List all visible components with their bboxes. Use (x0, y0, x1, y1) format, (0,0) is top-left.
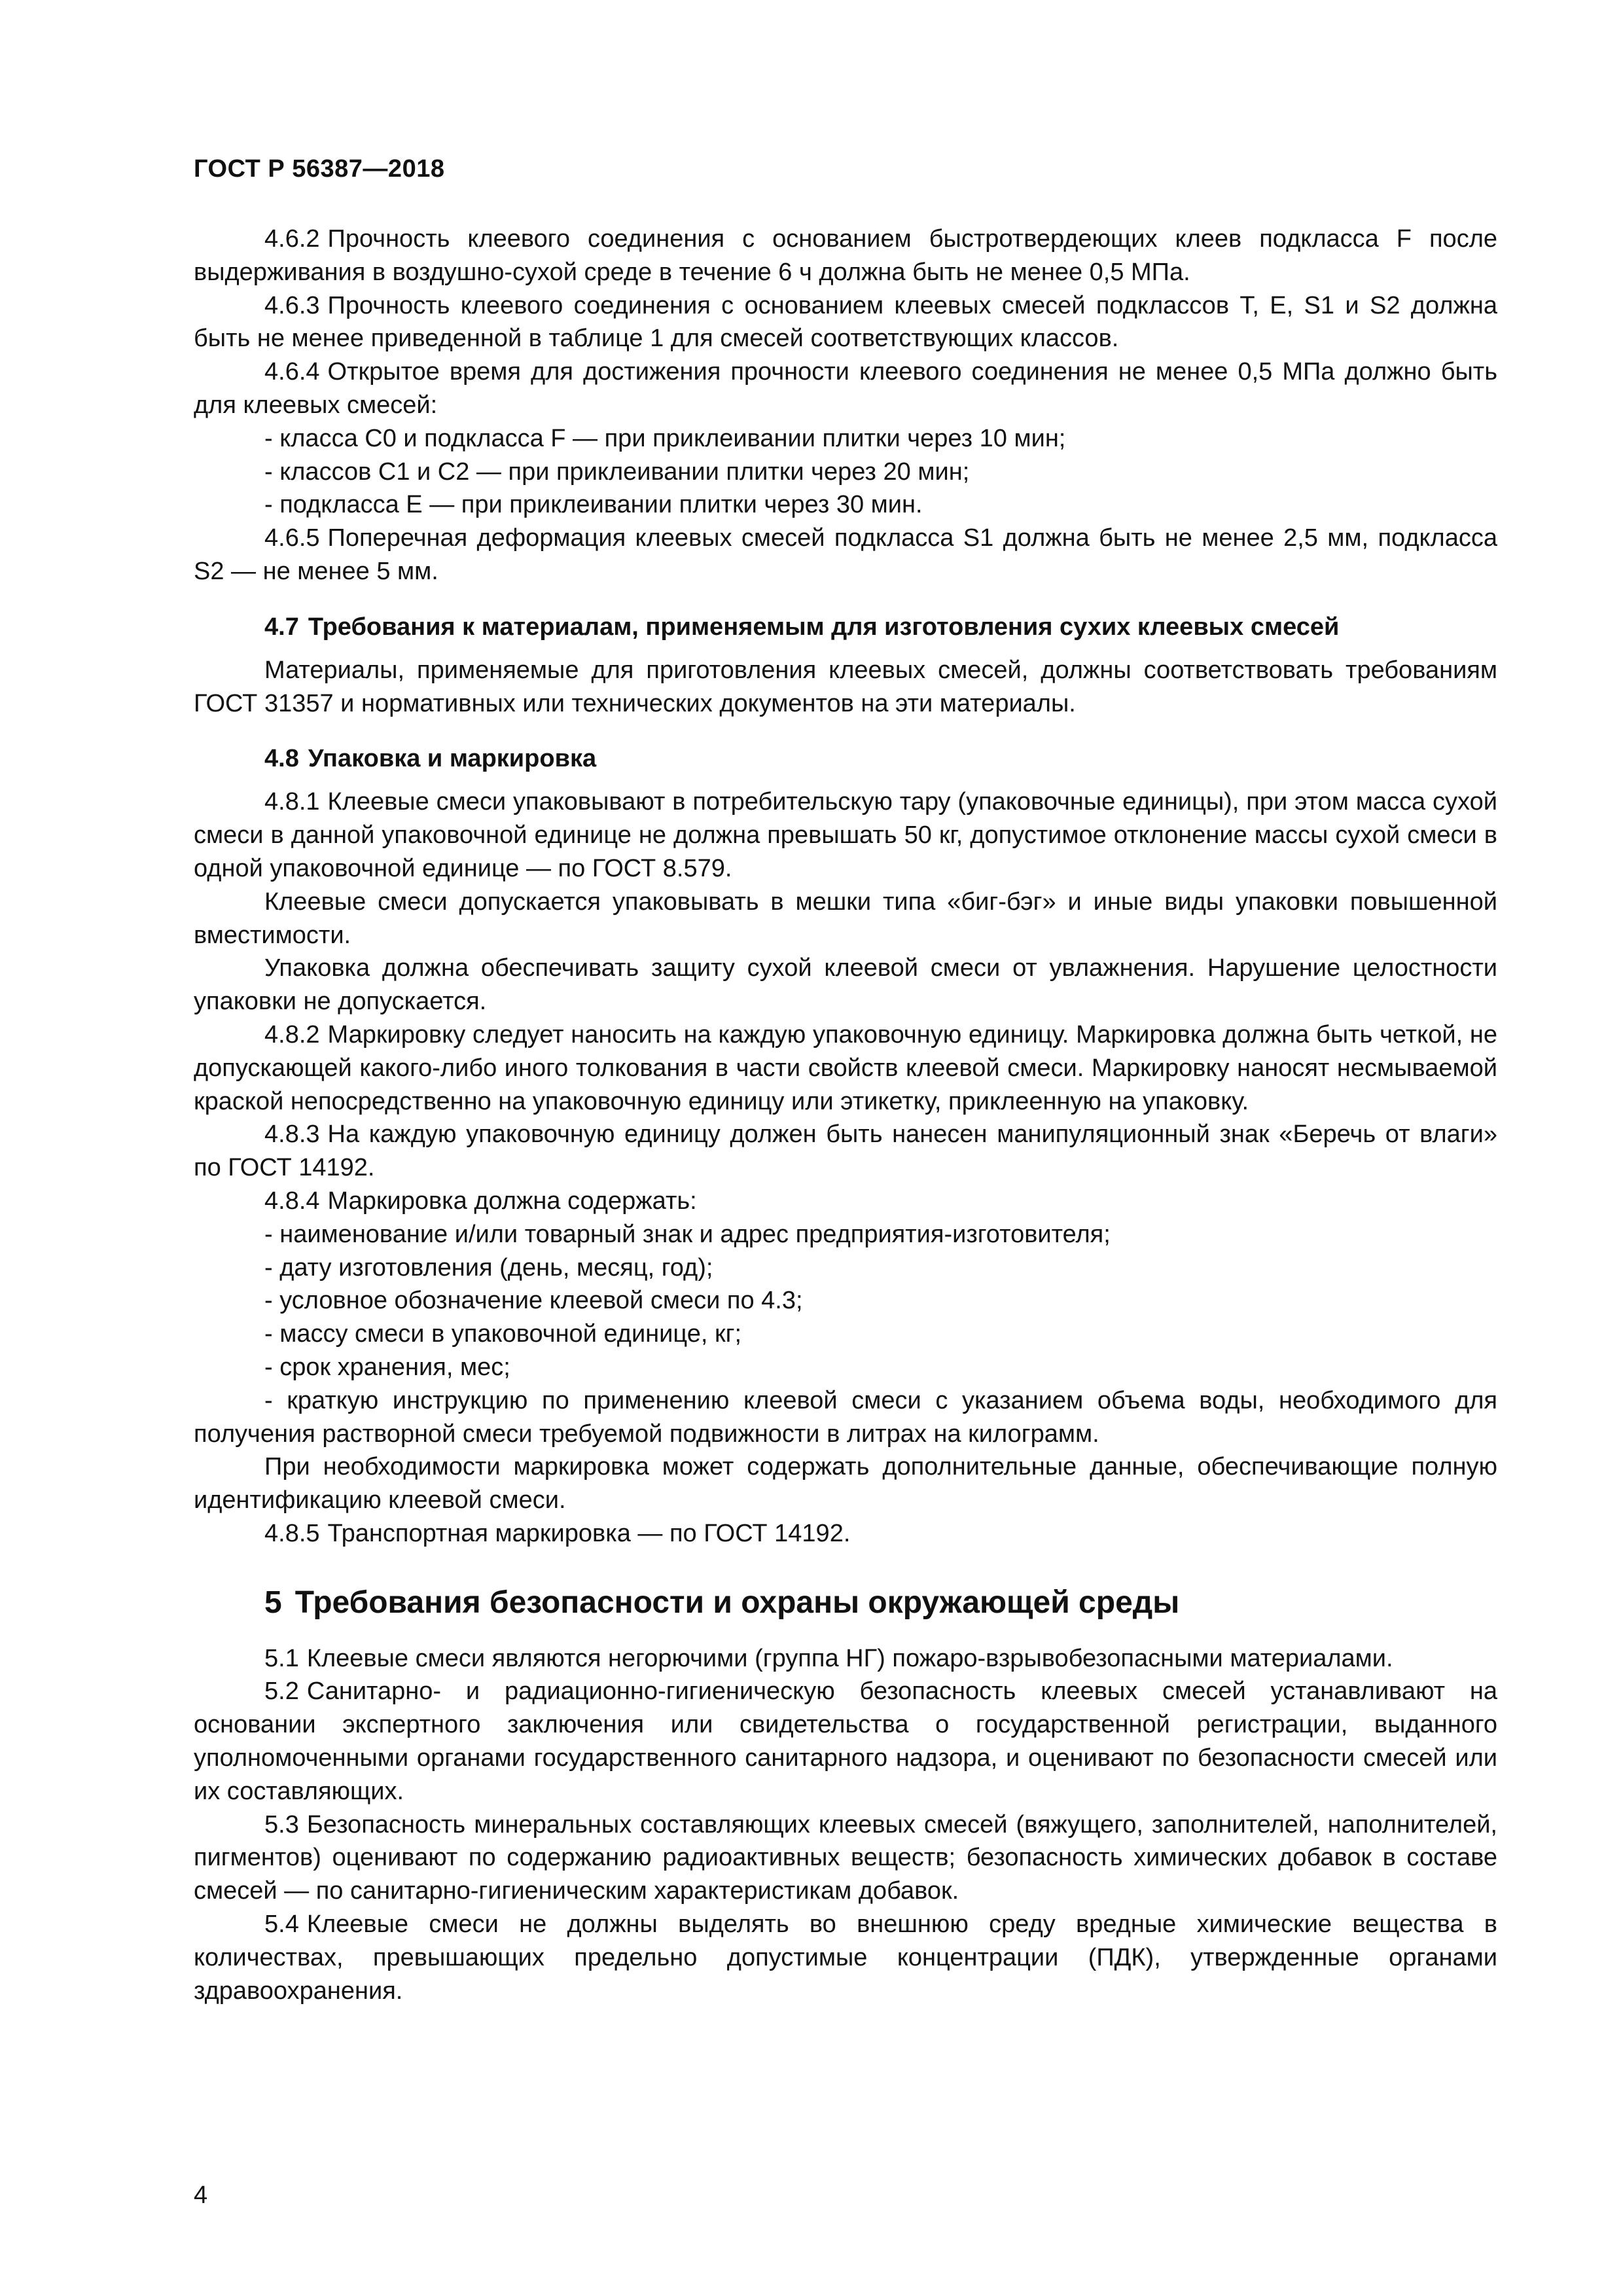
paragraph-number: 4.8.4 (264, 1187, 320, 1215)
list-item: - подкласса Е — при приклеивании плитки через 30 мин. (264, 491, 923, 519)
paragraph-text: На каждую упаковочную единицу должен быть нанесен манипуляционный знак «Беречь от влаги» по ГОСТ 14192. (194, 1121, 1497, 1182)
paragraph-number: 4.6.4 (264, 358, 320, 386)
paragraph-number: 4.8.3 (264, 1121, 320, 1149)
document-body (194, 223, 1497, 2007)
section-number: 4.7 (264, 613, 299, 641)
section-heading-4-7 (194, 611, 1497, 643)
paragraph-number: 5.2 (264, 1677, 299, 1706)
paragraph-5-2 (194, 1675, 1497, 1808)
list-item: - массу смеси в упаковочной единице, кг; (264, 1320, 742, 1348)
list-item: - класса С0 и подкласса F — при приклеивании плитки через 10 мин; (264, 424, 1066, 452)
paragraph-4-8-1 (194, 785, 1497, 885)
paragraph-4-6-2 (194, 223, 1497, 289)
paragraph-4-7: Материалы, применяемые для приготовления клеевых смесей, должны соответствовать требованиям ГОСТ 31357 и нормативных или технических документов на эти материалы. (194, 656, 1497, 717)
paragraph-number: 5.1 (264, 1644, 299, 1672)
paragraph-4-6-3 (194, 289, 1497, 356)
paragraph-number: 5.3 (264, 1810, 299, 1839)
section-heading-5 (194, 1583, 1497, 1623)
paragraph-4-8-5 (194, 1517, 1497, 1551)
list-item: - краткую инструкцию по применению клеевой смеси с указанием объема воды, необходимого для получения растворной смеси требуемой подвижности в литрах на килограмм. (194, 1386, 1497, 1448)
list-item: - срок хранения, мес; (264, 1353, 510, 1381)
page-number: 4 (194, 2181, 208, 2209)
paragraph-4-6-5 (194, 522, 1497, 588)
paragraph-4-6-4 (194, 355, 1497, 422)
paragraph-number: 5.4 (264, 1910, 299, 1939)
paragraph-number: 4.8.5 (264, 1519, 320, 1547)
list-item: - наименование и/или товарный знак и адрес предприятия-изготовителя; (264, 1220, 1111, 1248)
section-title: Упаковка и маркировка (308, 745, 597, 773)
paragraph-text: Клеевые смеси являются негорючими (группа НГ) пожаро-взрывобезопасными материалами. (306, 1644, 1393, 1672)
paragraph-4-8-4 (194, 1185, 1497, 1218)
section-heading-4-8 (194, 742, 1497, 775)
paragraph-number: 4.8.1 (264, 788, 320, 816)
list-item: - дату изготовления (день, месяц, год); (264, 1253, 713, 1282)
section-number: 5 (264, 1585, 282, 1620)
paragraph-4-8-3 (194, 1118, 1497, 1185)
paragraph-number: 4.8.2 (264, 1020, 320, 1049)
paragraph-4-8-1-c: Упаковка должна обеспечивать защиту сухой клеевой смеси от увлажнения. Нарушение целостности упаковки не допускается. (194, 954, 1497, 1016)
paragraph-5-3 (194, 1808, 1497, 1908)
paragraph-text: Поперечная деформация клеевых смесей подкласса S1 должна быть не менее 2,5 мм, подкласса S2 — не менее 5 мм. (194, 524, 1497, 585)
section-title: Требования безопасности и охраны окружающей среды (294, 1585, 1180, 1620)
list-item: - классов С1 и С2 — при приклеивании плитки через 20 мин; (264, 457, 970, 486)
paragraph-text: Клеевые смеси не должны выделять во внешнюю среду вредные химические вещества в количествах, превышающих предельно допустимые концентрации (ПДК), утвержденные органами здравоохранения. (194, 1910, 1497, 2005)
list-item: - условное обозначение клеевой смеси по 4.3; (264, 1287, 803, 1315)
paragraph-4-8-1-b: Клеевые смеси допускается упаковывать в мешки типа «биг-бэг» и иные виды упаковки повышенной вместимости. (194, 888, 1497, 949)
paragraph-text: Клеевые смеси упаковывают в потребительскую тару (упаковочные единицы), при этом масса сухой смеси в данной упаковочной единице не должна превышать 50 кг, допустимое отклонение массы сухой смеси в одной упаковочной единице — по ГОСТ 8.579. (194, 788, 1497, 882)
paragraph-number: 4.6.2 (264, 225, 320, 253)
paragraph-4-8-2 (194, 1018, 1497, 1118)
paragraph-4-8-4-b: При необходимости маркировка может содержать дополнительные данные, обеспечивающие полную идентификацию клеевой смеси. (194, 1453, 1497, 1515)
paragraph-text: Прочность клеевого соединения с основанием быстротвердеющих клеев подкласса F после выдерживания в воздушно-сухой среде в течение 6 ч должна быть не менее 0,5 МПа. (194, 225, 1497, 286)
section-number: 4.8 (264, 745, 299, 773)
paragraph-5-4 (194, 1908, 1497, 2007)
paragraph-text: Прочность клеевого соединения с основанием клеевых смесей подклассов Т, Е, S1 и S2 должна быть не менее приведенной в таблице 1 для смесей соответствующих классов. (194, 291, 1497, 353)
paragraph-text: Маркировка должна содержать: (327, 1187, 697, 1215)
paragraph-text: Безопасность минеральных составляющих клеевых смесей (вяжущего, заполнителей, наполнителей, пигментов) оценивают по содержанию радиоактивных веществ; безопасность химических добавок в составе смесей — по санитарно-гигиеническим характеристикам добавок. (194, 1810, 1497, 1905)
paragraph-text: Маркировку следует наносить на каждую упаковочную единицу. Маркировка должна быть четкой, не допускающей какого-либо иного толкования в части свойств клеевой смеси. Маркировку наносят несмываемой краской непосредственно на упаковочную единицу или этикетку, приклеенную на упаковку. (194, 1020, 1497, 1115)
document-header: ГОСТ Р 56387—2018 (194, 155, 445, 183)
paragraph-number: 4.6.3 (264, 291, 320, 319)
paragraph-5-1 (194, 1642, 1497, 1676)
paragraph-text: Открытое время для достижения прочности клеевого соединения не менее 0,5 МПа должно быть для клеевых смесей: (194, 358, 1497, 419)
paragraph-number: 4.6.5 (264, 524, 320, 552)
section-title: Требования к материалам, применяемым для изготовления сухих клеевых смесей (308, 613, 1340, 641)
paragraph-text: Транспортная маркировка — по ГОСТ 14192. (327, 1519, 851, 1547)
paragraph-text: Санитарно- и радиационно-гигиеническую безопасность клеевых смесей устанавливают на основании экспертного заключения или свидетельства о государственной регистрации, выданного уполномоченными органами государственного санитарного надзора, и оценивают по безопасности смесей или их составляющих. (194, 1677, 1497, 1805)
